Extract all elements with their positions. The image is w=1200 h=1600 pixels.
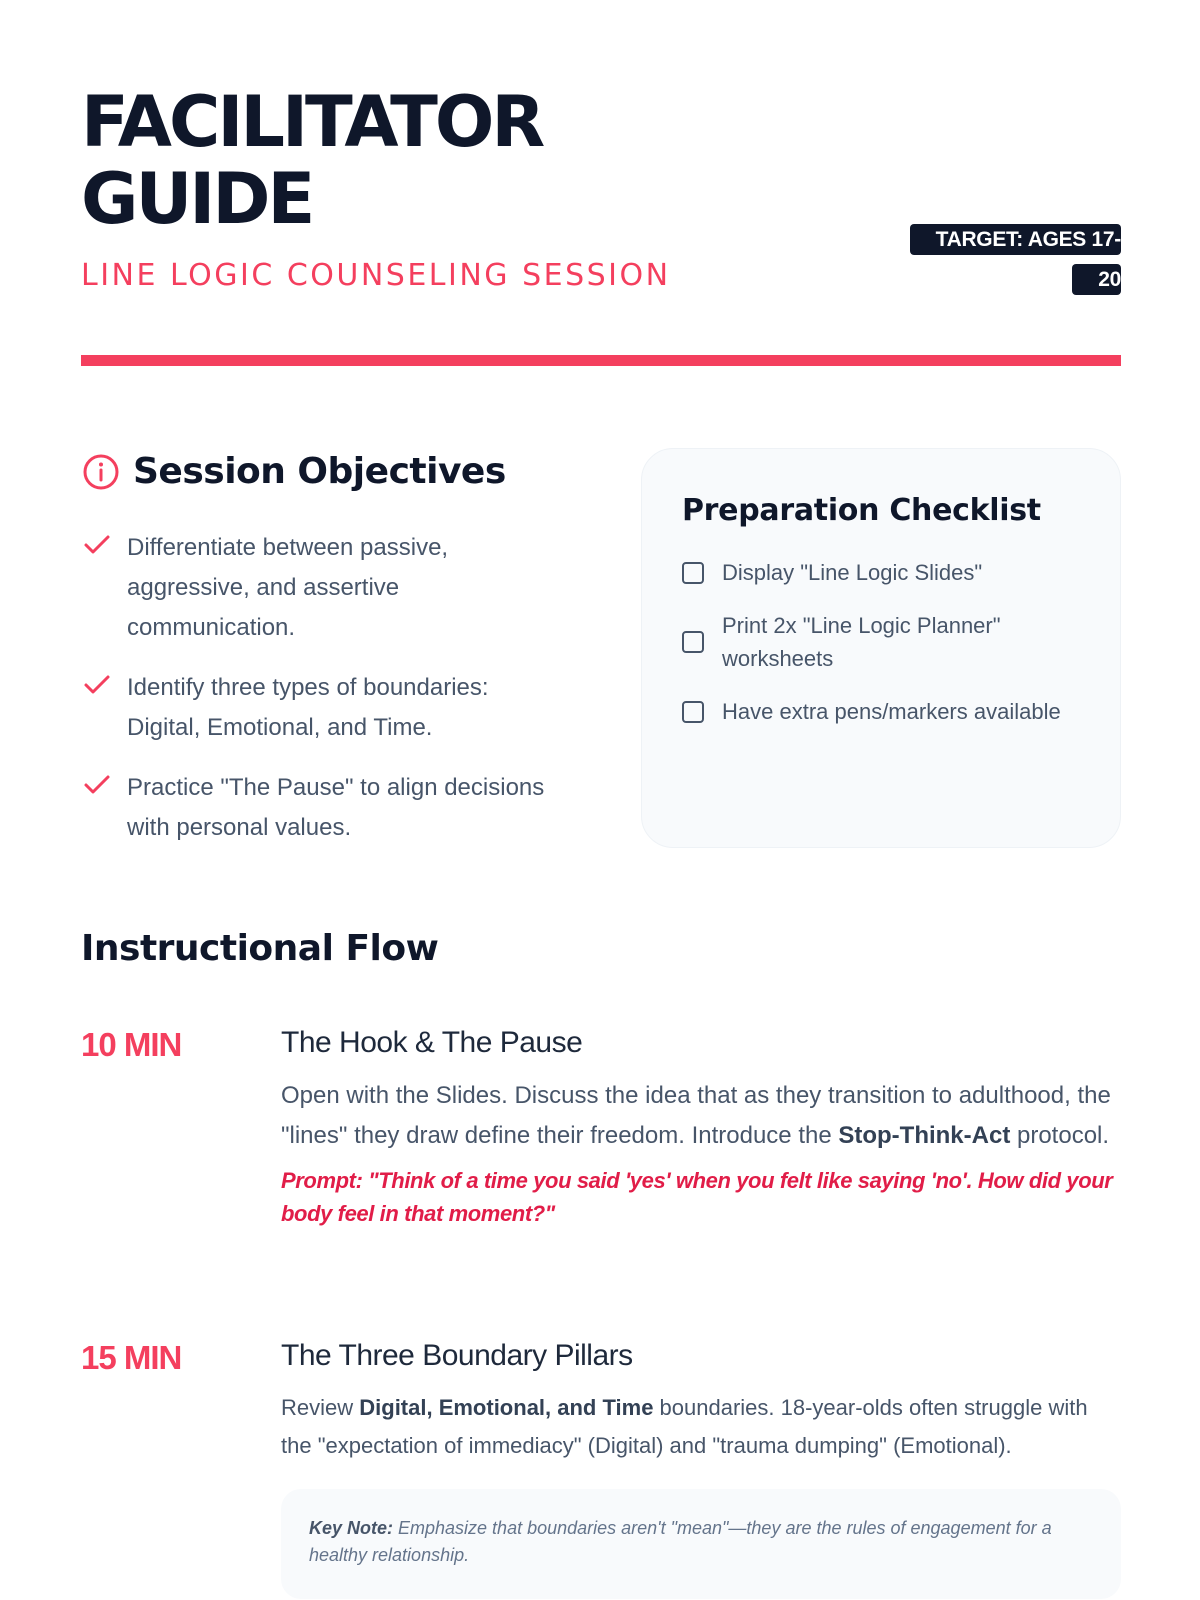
step-text-before: Review (281, 1395, 360, 1420)
objective-text: Practice "The Pause" to align decisions with personal values. (127, 774, 545, 841)
checklist-item[interactable] (682, 695, 1080, 728)
step-text-before: Open with the Slides. Discuss the idea that as they transition to adulthood, the "lines" they draw define their freedom. Introduce the (281, 1082, 1111, 1149)
step-title: The Hook & The Pause (281, 1026, 583, 1059)
key-note (281, 1489, 1121, 1599)
instructional-flow-heading: Instructional Flow (81, 928, 439, 969)
checkmark-icon (83, 774, 111, 796)
checklist-item-label: Print 2x "Line Logic Planner" worksheets (722, 613, 1001, 671)
checkmark-icon (83, 674, 111, 696)
checklist-item-label: Display "Line Logic Slides" (722, 560, 983, 585)
facilitator-guide-page (81, 0, 1121, 1600)
objective-text: Differentiate between passive, aggressive, and assertive communication. (127, 534, 449, 641)
preparation-checklist-card (641, 448, 1121, 848)
checkbox[interactable] (682, 562, 704, 584)
checkbox[interactable] (682, 701, 704, 723)
step-prompt: Prompt: "Think of a time you said 'yes' when you felt like saying 'no'. How did your body feel in that moment?" (281, 1168, 1113, 1226)
step-description (281, 1389, 1121, 1465)
page-subtitle: LINE LOGIC COUNSELING SESSION (81, 258, 671, 293)
objectives-heading: Session Objectives (133, 451, 506, 492)
header-divider (81, 355, 1121, 366)
objectives-header (81, 451, 506, 492)
objectives-list (81, 528, 551, 868)
step-body (281, 1339, 1121, 1599)
checklist-item[interactable] (682, 609, 1080, 675)
step-title: The Three Boundary Pillars (281, 1339, 633, 1372)
checklist-item[interactable] (682, 556, 1080, 589)
step-duration: 10 MIN (81, 1026, 182, 1063)
page-title (81, 81, 543, 240)
target-badge (899, 220, 1121, 300)
checkmark-icon (83, 534, 111, 556)
step-duration: 15 MIN (81, 1339, 182, 1376)
checklist-item-label: Have extra pens/markers available (722, 699, 1061, 724)
objective-item (81, 528, 551, 648)
info-circle-icon (81, 452, 121, 492)
checklist-heading: Preparation Checklist (682, 493, 1041, 528)
title-line-1: FACILITATOR (81, 81, 543, 163)
step-text-bold: Digital, Emotional, and Time (359, 1395, 654, 1420)
key-note-text: Emphasize that boundaries aren't "mean"—they are the rules of engagement for a healthy relationship. (309, 1518, 1052, 1565)
checkbox[interactable] (682, 631, 704, 653)
step-text-after: protocol. (1010, 1122, 1110, 1149)
title-line-2: GUIDE (81, 158, 313, 240)
key-note-label: Key Note: (309, 1518, 394, 1538)
objective-item (81, 668, 551, 748)
objective-item (81, 768, 551, 848)
step-text-bold: Stop-Think-Act (838, 1122, 1011, 1149)
step-description (281, 1076, 1121, 1156)
step-text-after: boundaries. 18-year-olds often struggle with the "expectation of immediacy" (Digital) and "trauma dumping" (Emotional). (281, 1395, 1088, 1458)
objective-text: Identify three types of boundaries: Digital, Emotional, and Time. (127, 674, 489, 741)
target-badge-text: TARGET: AGES 17-20 (910, 224, 1121, 295)
step-body (281, 1026, 1121, 1230)
